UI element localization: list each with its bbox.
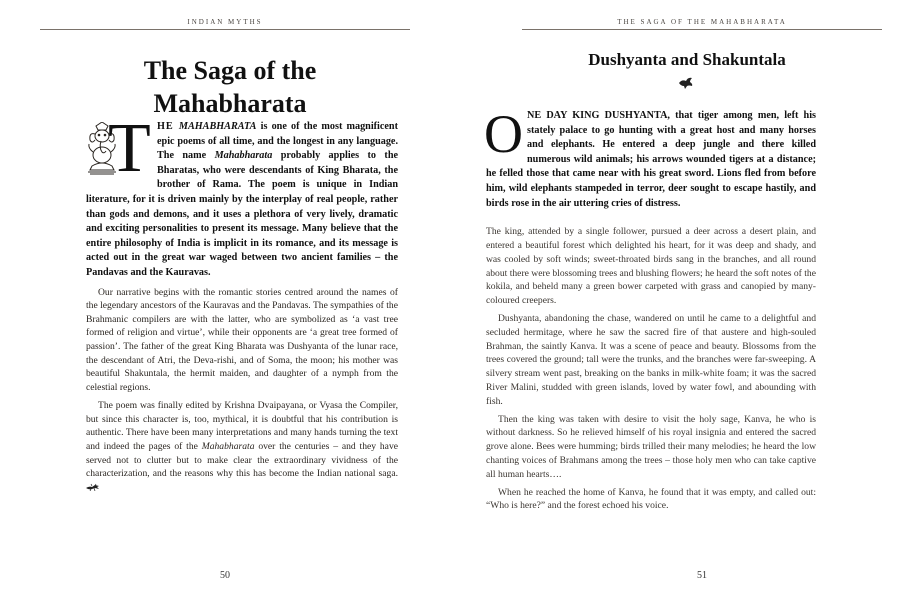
body-paragraph-3 bbox=[86, 399, 398, 494]
right-text-block bbox=[484, 104, 816, 513]
section-title: Dushyanta and Shakuntala bbox=[588, 50, 786, 69]
para-3b: over the centuries – and they have served not to clutter but to make clear the extraordinary vividness of the characterization, and the reasons why this has become the Indian national saga. bbox=[86, 441, 398, 480]
intro-title-italic-2: Mahabharata bbox=[214, 150, 273, 162]
page-number-left: 50 bbox=[220, 570, 230, 581]
right-paragraph-4: When he reached the home of Kanva, he found that it was empty, and called out: “Who is here?” and the forest echoed his voice. bbox=[486, 486, 816, 512]
right-intro-paragraph: NE DAY KING DUSHYANTA, that tiger among men, left his stately palace to go hunting with a great host and many horses and elephants. He entered a deep jungle and there killed numerous wild animals; his arrows wounded tigers at a distance; he felled those that came near with his great sword. Lions fled from before him, wild elephants stampeded in terror, deer sought to escape hastily, and birds rose in the air uttering cries of distress. bbox=[486, 110, 816, 209]
page-number-right: 51 bbox=[697, 570, 707, 581]
para-3-title: Mahabharata bbox=[201, 441, 255, 453]
para-3a: The poem was finally edited by Krishna Dvaipayana, or Vyasa the Compiler, but since this character is, too, mythical, it is doubtful that his contribution is authentic. There have been many interpretations and many hands turning the text and indeed the pages of the bbox=[86, 400, 398, 453]
right-paragraph-1: The king, attended by a single follower, pursued a deer across a desert plain, and entered a beautiful forest which delighted his heart, for it was deep and shady, and was cooled by soft winds; sweet-throated birds sang in the branches, and all round about there were blossoming trees and blushing flowers; he heard the soft notes of the kokila, and beheld many a green bower carpeted with grass and canopied by many-coloured creepers. bbox=[486, 226, 816, 307]
body-paragraph-2: Our narrative begins with the romantic stories centred around the names of the legendary ancestors of the Kauravas and the Pandavas. The sympathies of the Brahmanic compilers are with the latter, who are symbolized as ‘a vast tree formed of religion and virtue’, while their opponents are ‘a great tree formed of passion’. The father of the great King Bharata was Dushyanta of the lunar race, the descendant of Atri, the Deva-rishi, and of Soma, the moon; his mother was beautiful Shakuntala, the hermit maiden, and daughter of a nymph from the celestial regions. bbox=[86, 286, 398, 393]
running-head-right: THE SAGA OF THE MAHABHARATA bbox=[617, 18, 787, 26]
left-text-block bbox=[86, 110, 399, 494]
right-paragraph-3: Then the king was taken with desire to visit the holy sage, Kanva, he who is without darkness. So he relieved himself of his royal insignia and entered the sacred grove alone. Bees were humming; birds trilled their many melodies; he heard the low chanting voices of Brahmans among the trees – those holy men who can take captive all human hearts…. bbox=[486, 413, 816, 480]
header-rule-left bbox=[40, 29, 410, 30]
intro-title-italic: MAHABHARATA bbox=[178, 121, 257, 132]
header-rule-right bbox=[522, 29, 882, 30]
intro-text-2: probably applies to the Bharatas, who were descendants of King Bharata, the brother of Rama. The poem is unique in Indian literature, for it is driven mainly by the interplay of real people, rather than gods and demons, and it uses a plethora of very lively, dramatic and exciting personalities to present its message. Many believe that the entire philosophy of India is implicit in its romance, and its message is acted out in the great war waged between two ancient families – the Pandavas and the Kauravas. bbox=[86, 150, 399, 278]
intro-lead: HE bbox=[157, 121, 179, 132]
running-head-left: INDIAN MYTHS bbox=[187, 18, 263, 26]
right-paragraph-2: Dushyanta, abandoning the chase, wandered on until he came to a delightful and secluded hermitage, where he saw the sacred fire of that austere and high-souled Brahman, the saintly Kanva. It was a scene of peace and beauty. Blossoms from the trees covered the ground; tall were the trunks, and the branches were far-sweeping. A silvery stream went past, breaking on the banks in milk-white foam; it was the sacred River Malini, studded with green islands, loved by water fowl, and abounding with fish. bbox=[486, 312, 816, 407]
lizard-icon bbox=[86, 483, 100, 491]
intro-text-1: is one of the most magnificent epic poems of all time, and the longest in any language. The name bbox=[157, 121, 398, 162]
drop-cap-t: T bbox=[108, 110, 151, 187]
ornamental-initial bbox=[86, 110, 154, 188]
right-page bbox=[450, 0, 900, 600]
bird-icon bbox=[678, 77, 694, 89]
drop-cap-o: O bbox=[484, 104, 523, 164]
chapter-title: The Saga of the Mahabharata bbox=[143, 56, 317, 118]
